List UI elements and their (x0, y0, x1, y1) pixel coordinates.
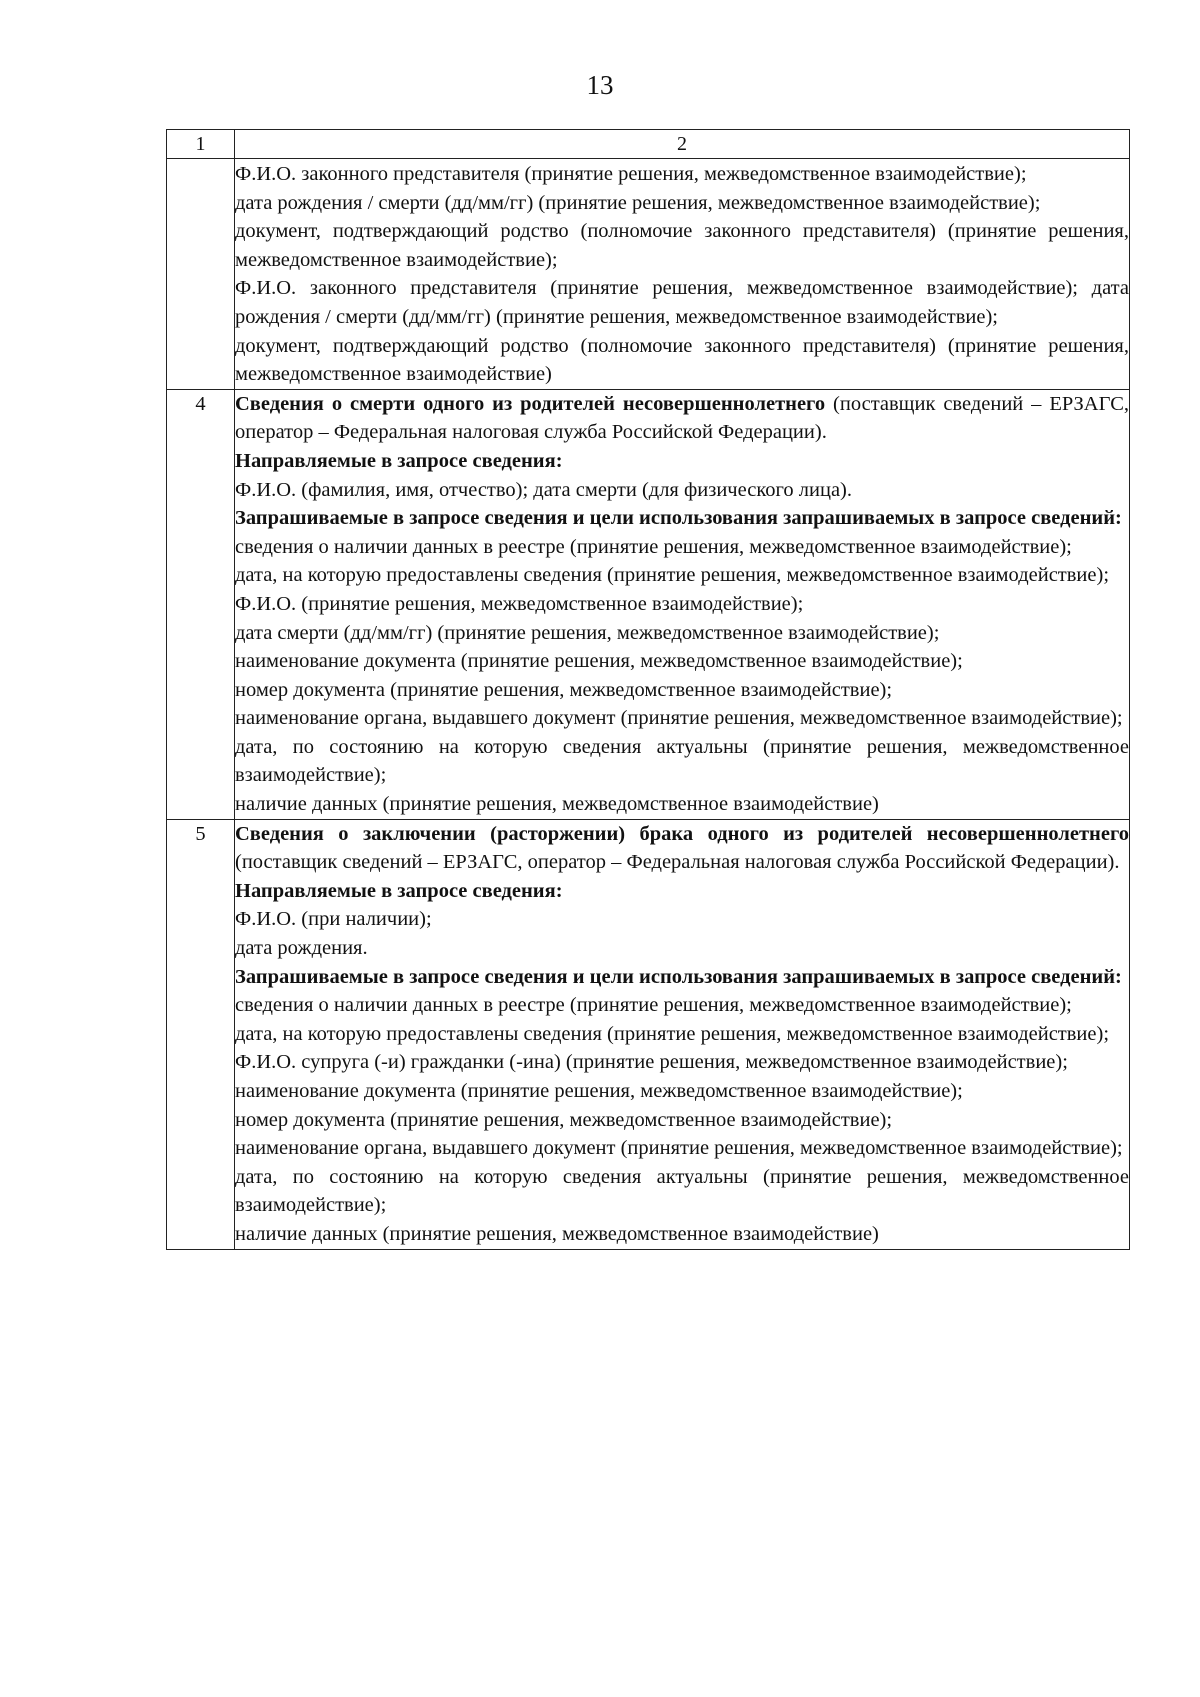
row-paragraph: дата, на которую предоставлены сведения (принятие решения, межведомственное взаимодействие); (235, 1022, 1110, 1045)
row-paragraph: Ф.И.О. (принятие решения, межведомственное взаимодействие); (235, 592, 804, 615)
page-number: 13 (586, 70, 614, 100)
column-header-2: 2 (235, 130, 1130, 159)
row-paragraph: документ, подтверждающий родство (полномочие законного представителя) (принятие решения, межведомственное взаимодействие) (235, 334, 1129, 386)
row-paragraph: наличие данных (принятие решения, межведомственное взаимодействие) (235, 1222, 879, 1245)
row-content (235, 819, 1130, 1249)
row-lead-paragraph (235, 390, 1129, 447)
row-lead-paragraph (235, 820, 1129, 877)
row-paragraph: Ф.И.О. (при наличии); (235, 908, 432, 931)
row-paragraph: дата, по состоянию на которую сведения актуальны (принятие решения, межведомственное взаимодействие); (235, 735, 1129, 787)
row-paragraph: дата, на которую предоставлены сведения (принятие решения, межведомственное взаимодействие); (235, 564, 1110, 587)
row-paragraph: дата рождения / смерти (дд/мм/гг) (принятие решения, межведомственное взаимодействие); (235, 191, 1041, 214)
row-lead-title: Сведения о заключении (расторжении) брака одного из родителей несовершеннолетнего (235, 822, 1129, 845)
row-paragraph: дата смерти (дд/мм/гг) (принятие решения, межведомственное взаимодействие); (235, 621, 940, 644)
row-paragraph: Направляемые в запросе сведения: (235, 449, 563, 472)
row-paragraph: документ, подтверждающий родство (полномочие законного представителя) (принятие решения, межведомственное взаимодействие); (235, 220, 1129, 271)
data-table (166, 129, 1130, 1250)
table-row (167, 819, 1130, 1249)
row-paragraph: Ф.И.О. супруга (-и) гражданки (-ина) (принятие решения, межведомственное взаимодействие); (235, 1051, 1068, 1074)
row-number: 5 (167, 819, 235, 1249)
row-paragraph: номер документа (принятие решения, межведомственное взаимодействие); (235, 678, 893, 701)
row-paragraph: Направляемые в запросе сведения: (235, 879, 563, 902)
row-lead-text: (поставщик сведений – ЕРЗАГС, оператор – Федеральная налоговая служба Российской Федерации). (235, 851, 1120, 874)
row-content (235, 389, 1130, 819)
row-paragraph: наименование документа (принятие решения, межведомственное взаимодействие); (235, 1080, 963, 1102)
row-paragraph: дата рождения. (235, 937, 368, 960)
column-header-1: 1 (167, 130, 235, 159)
row-number (167, 159, 235, 390)
row-content (235, 159, 1130, 390)
row-paragraph: наличие данных (принятие решения, межведомственное взаимодействие) (235, 793, 879, 816)
row-paragraph: номер документа (принятие решения, межведомственное взаимодействие); (235, 1108, 893, 1131)
row-paragraph: наименование органа, выдавшего документ (принятие решения, межведомственное взаимодействие); (235, 1137, 1123, 1160)
row-lead-text: (поставщик сведений – ЕРЗАГС, оператор – Федеральная налоговая служба Российской Федерации). (235, 392, 1129, 444)
row-paragraph: Ф.И.О. (фамилия, имя, отчество); дата смерти (для физического лица). (235, 478, 852, 501)
table-header-row (167, 130, 1130, 159)
table-row (167, 159, 1130, 390)
row-paragraph: сведения о наличии данных в реестре (принятие решения, межведомственное взаимодействие); (235, 535, 1072, 558)
row-paragraph: Запрашиваемые в запросе сведения и цели использования запрашиваемых в запросе сведений: (235, 507, 1122, 530)
row-paragraph: Ф.И.О. законного представителя (принятие решения, межведомственное взаимодействие); (235, 163, 1027, 185)
row-paragraph: наименование документа (принятие решения, межведомственное взаимодействие); (235, 650, 963, 673)
row-number: 4 (167, 389, 235, 819)
row-paragraph: сведения о наличии данных в реестре (принятие решения, межведомственное взаимодействие); (235, 994, 1072, 1017)
row-paragraph: Запрашиваемые в запросе сведения и цели использования запрашиваемых в запросе сведений: (235, 965, 1122, 988)
row-paragraph: Ф.И.О. законного представителя (принятие решения, межведомственное взаимодействие); дата рождения / смерти (дд/мм/гг) (принятие решения, межведомственное взаимодействие); (235, 277, 1129, 328)
row-paragraph: наименование органа, выдавшего документ (принятие решения, межведомственное взаимодействие); (235, 707, 1123, 730)
row-paragraph: дата, по состоянию на которую сведения актуальны (принятие решения, межведомственное взаимодействие); (235, 1165, 1129, 1217)
row-lead-title: Сведения о смерти одного из родителей несовершеннолетнего (235, 392, 826, 415)
table-row (167, 389, 1130, 819)
